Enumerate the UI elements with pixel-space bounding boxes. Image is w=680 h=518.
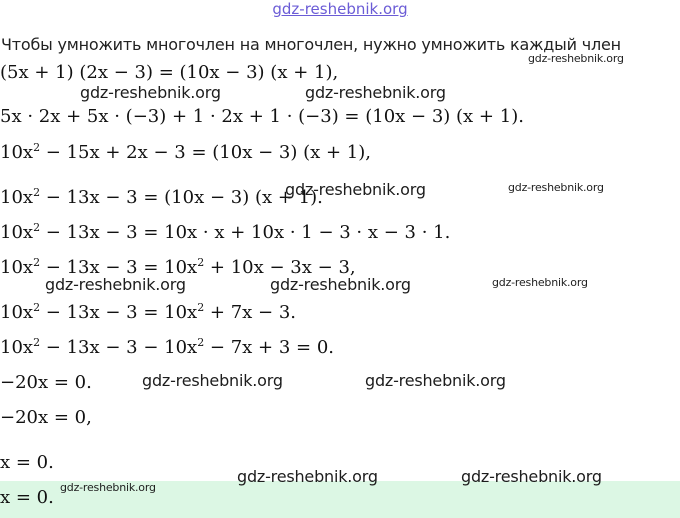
answer-line: x = 0.: [0, 487, 54, 508]
watermark: gdz-reshebnik.org: [45, 275, 186, 294]
equation-line-3: $10x^2 - 15x + 2x - 3 = (10x - 3) (x + 1)$,: [0, 141, 371, 163]
equation-line-9: −20x = 0.: [0, 372, 92, 393]
equation-line-10: −20x = 0,: [0, 407, 92, 428]
watermark: gdz-reshebnik.org: [492, 276, 588, 289]
watermark: gdz-reshebnik.org: [365, 371, 506, 390]
watermark: gdz-reshebnik.org: [528, 52, 624, 65]
watermark: gdz-reshebnik.org: [237, 467, 378, 486]
intro-text: Чтобы умножить многочлен на многочлен, нужно умножить каждый член: [1, 35, 621, 54]
watermark: gdz-reshebnik.org: [270, 275, 411, 294]
equation-line-4: $10x^2 - 13x - 3 = (10x - 3) (x + 1)$.: [0, 186, 323, 208]
equation-line-11: x = 0.: [0, 452, 54, 473]
equation-line-2: 5x · 2x + 5x · (−3) + 1 · 2x + 1 · (−3) = (10x − 3) (x + 1).: [0, 106, 524, 127]
equation-line-5: $10x^2 - 13x - 3 = 10x \cdot x + 10x \cdot 1 - 3 \cdot x - 3 \cdot 1$.: [0, 221, 451, 243]
watermark: gdz-reshebnik.org: [60, 481, 156, 494]
watermark: gdz-reshebnik.org: [508, 181, 604, 194]
watermark: gdz-reshebnik.org: [461, 467, 602, 486]
equation-line-1: (5x + 1) (2x − 3) = (10x − 3) (x + 1),: [0, 62, 339, 83]
watermark: gdz-reshebnik.org: [285, 180, 426, 199]
equation-line-7: $10x^2 - 13x - 3 = 10x^2 + 7x - 3$.: [0, 301, 297, 323]
watermark: gdz-reshebnik.org: [142, 371, 283, 390]
equation-line-8: $10x^2 - 13x - 3 - 10x^2 - 7x + 3 = 0$.: [0, 336, 335, 358]
watermark: gdz-reshebnik.org: [305, 83, 446, 102]
watermark: gdz-reshebnik.org: [80, 83, 221, 102]
site-watermark-link[interactable]: gdz-reshebnik.org: [272, 0, 408, 18]
equation-line-6: $10x^2 - 13x - 3 = 10x^2 + 10x - 3x - 3$,: [0, 256, 356, 278]
